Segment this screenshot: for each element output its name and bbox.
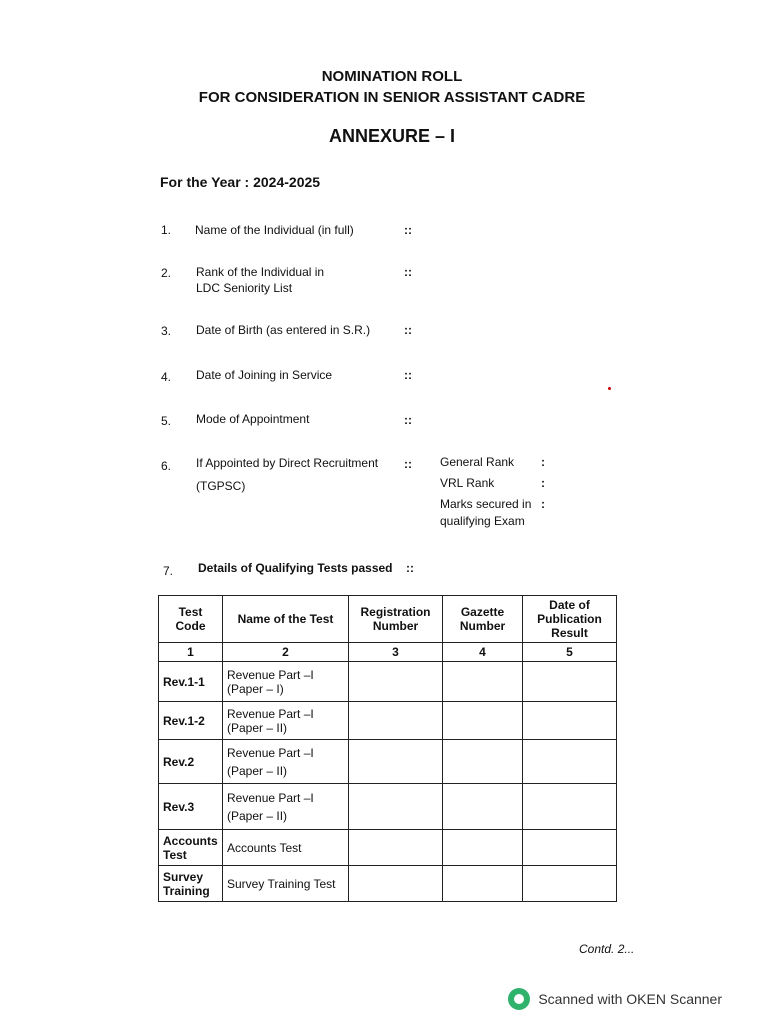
test-code-cell: Accounts Test [159,830,223,866]
test-code-cell: Rev.1-1 [159,662,223,702]
test-code-cell: Rev.1-2 [159,702,223,740]
field-1-number: 1. [161,223,172,237]
registration-number-cell [349,866,443,902]
field-6-label: If Appointed by Direct Recruitment [196,456,379,470]
table-row [159,702,617,740]
header-date-of-publication: Date of Publication Result [523,596,617,643]
red-dot-mark [608,387,611,390]
field-4-number: 4. [161,370,172,384]
test-name: Revenue Part –I [227,790,314,805]
gazette-number-cell [443,740,523,784]
general-rank-separator: : [541,455,545,469]
table-row [159,830,617,866]
scanner-watermark [508,988,722,1010]
field-1-separator: :: [404,223,412,237]
table-row [159,740,617,784]
header-name-of-test: Name of the Test [223,596,349,643]
field-6-separator: :: [404,457,412,471]
marks-secured-label: Marks secured in [440,497,532,511]
header-test-code: Test Code [159,596,223,643]
test-paper: (Paper – II) [227,808,288,823]
column-number: 5 [523,643,617,662]
publication-date-cell [523,866,617,902]
test-name-cell [223,662,349,702]
column-number: 3 [349,643,443,662]
test-name-cell [223,702,349,740]
gazette-number-cell [443,702,523,740]
test-name-cell [223,784,349,830]
test-code-cell: Rev.2 [159,740,223,784]
registration-number-cell [349,702,443,740]
table-row [159,784,617,830]
column-number: 2 [223,643,349,662]
general-rank-label: General Rank [440,455,515,469]
annexure-title: ANNEXURE – I [328,126,456,146]
test-name: Revenue Part –I [227,667,314,682]
test-code-cell: Survey Training [159,866,223,902]
registration-number-cell [349,784,443,830]
scanner-logo-icon [508,988,530,1010]
field-5-label: Mode of Appointment [196,412,310,426]
gazette-number-cell [443,784,523,830]
test-name-cell [223,740,349,784]
test-paper: (Paper – II) [227,720,288,735]
gazette-number-cell [443,866,523,902]
test-name-cell: Survey Training Test [223,866,349,902]
field-5-number: 5. [161,414,172,428]
test-name: Revenue Part –I [227,706,314,721]
field-3-number: 3. [161,324,172,338]
column-number: 4 [443,643,523,662]
column-number-row [159,643,617,662]
registration-number-cell [349,662,443,702]
field-5-separator: :: [404,413,412,427]
publication-date-cell [523,740,617,784]
test-code-cell: Rev.3 [159,784,223,830]
publication-date-cell [523,830,617,866]
qualifying-tests-table [158,595,617,902]
registration-number-cell [349,830,443,866]
publication-date-cell [523,784,617,830]
field-2-label: Rank of the Individual in [196,265,325,279]
field-2-separator: :: [404,265,412,279]
header-registration-number: Registration Number [349,596,443,643]
field-2-label-line2: LDC Seniority List [196,281,293,295]
field-1-label: Name of the Individual (in full) [195,223,354,237]
vrl-rank-separator: : [541,476,545,490]
scanner-text: Scanned with OKEN Scanner [538,991,722,1007]
field-4-separator: :: [404,368,412,382]
title-line-2: FOR CONSIDERATION IN SENIOR ASSISTANT CADRE [198,89,586,106]
test-paper: (Paper – II) [227,763,288,778]
column-number: 1 [159,643,223,662]
gazette-number-cell [443,662,523,702]
field-3-label: Date of Birth (as entered in S.R.) [196,323,371,337]
publication-date-cell [523,702,617,740]
test-name: Revenue Part –I [227,745,314,760]
field-4-label: Date of Joining in Service [196,368,333,382]
table-row [159,662,617,702]
year-label: For the Year : 2024-2025 [160,174,321,190]
field-6-label-line2: (TGPSC) [196,479,246,493]
publication-date-cell [523,662,617,702]
field-7-label: Details of Qualifying Tests passed [198,561,393,575]
field-6-number: 6. [161,459,172,473]
title-line-1: NOMINATION ROLL [321,68,463,85]
marks-secured-separator: : [541,497,545,511]
field-3-separator: :: [404,323,412,337]
vrl-rank-label: VRL Rank [440,476,495,490]
continued-note: Contd. 2... [579,942,635,956]
registration-number-cell [349,740,443,784]
field-7-number: 7. [163,564,174,578]
gazette-number-cell [443,830,523,866]
test-paper: (Paper – I) [227,681,284,696]
field-2-number: 2. [161,266,172,280]
table-header-row [159,596,617,643]
field-7-separator: :: [406,561,414,575]
test-name-cell: Accounts Test [223,830,349,866]
marks-secured-label-line2: qualifying Exam [440,514,525,528]
header-gazette-number: Gazette Number [443,596,523,643]
table-row [159,866,617,902]
